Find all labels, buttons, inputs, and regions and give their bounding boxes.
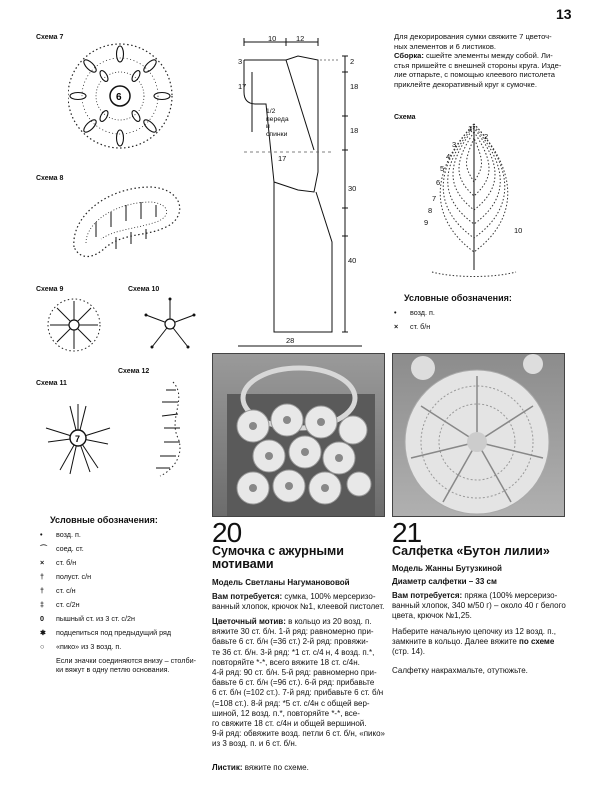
article-20-needs: Вам потребуется: сумка, 100% мерсеризо- ванный хлопок, крючок №1, клеевой пистолет. <box>212 592 385 612</box>
scheme-7-diagram <box>68 36 178 158</box>
pattern-label: 1/2 переда и спинки <box>266 108 289 138</box>
article-21-title: Салфетка «Бутон лилии» <box>392 544 550 558</box>
assembly-text: Для декорирования сумки свяжите 7 цветоч- ных элементов и 6 листиков. Сборка: сшейте элементы между собой. Ли- стья пришейте с внешней стороны круга. Изде- лие отпарьте, с помощью клеевого пистолета приклейте декоративный круг к сумочке. <box>394 32 562 89</box>
dim-3: 3 <box>238 57 243 66</box>
leaf-num: 4 <box>446 152 451 161</box>
bag-photo <box>212 353 385 517</box>
doily-photo <box>392 353 565 517</box>
scheme-9-diagram <box>44 295 104 355</box>
legend-left-note: Если значки соединяются внизу – столби- ки вяжут в одну петлю основания. <box>56 656 196 674</box>
scheme-11-label: Схема 11 <box>36 380 67 387</box>
scheme-11-diagram <box>40 398 116 478</box>
dim-18-a: 18 <box>350 82 359 91</box>
svg-text:6: 6 <box>116 92 122 103</box>
article-21-number: 21 <box>392 517 422 548</box>
scheme-10-label: Схема 10 <box>128 286 160 293</box>
scheme-10-diagram <box>140 295 200 353</box>
leaf-num: 7 <box>432 194 437 203</box>
legend-right-item: • возд. п. <box>394 308 435 317</box>
legend-right-item: × ст. б/н <box>394 322 431 331</box>
legend-left-item: ○ «пико» из 3 возд. п. <box>40 642 122 651</box>
dim-10: 10 <box>268 34 277 43</box>
scheme-12-diagram <box>148 378 190 480</box>
leaf-num: 2 <box>484 132 489 141</box>
leaf-num: 3 <box>452 140 457 149</box>
leaf-num: 5 <box>440 164 445 173</box>
legend-left-item: × ст. б/н <box>40 558 77 567</box>
article-21-instructions: Наберите начальную цепочку из 12 возд. п., замкните в кольцо. Далее вяжите по схеме (стр. 14). <box>392 627 557 657</box>
article-21-diameter: Диаметр салфетки – 33 см <box>392 577 497 586</box>
article-20-title: Сумочка с ажурными мотивами <box>212 544 344 571</box>
article-20-leaf: Листик: вяжите по схеме. <box>212 763 309 772</box>
leaf-num: 1 <box>468 124 473 133</box>
dim-18-b: 18 <box>350 126 359 135</box>
article-20-model: Модель Светланы Нагуманововой <box>212 578 350 587</box>
legend-left-item: 0 пышный ст. из 3 ст. с/2н <box>40 614 135 623</box>
leaf-scheme-label: Схема <box>394 114 416 121</box>
article-20-motif: Цветочный мотив: в кольцо из 20 возд. п. вяжите 30 ст. б/н. 1-й ряд: равномерно при- бавьте 6 ст. б/н (=36 ст.) 2-й ряд: провяжи- те 36 ст. б/н. 3-й ряд: *1 ст. с/4 н, 4 возд. п.*, повторяйте *-*, всего вяжите 18 ст. с/4н. 4-й ряд: 90 ст. б/н. 5-й ряд: равномерно при- бавьте 6 ст. б/н (=96 ст.). 6-й ряд: прибавьте 6 ст. б/н (=102 ст.). 7-й ряд: прибавьте 6 ст. б/н (=108 ст.). 8-й ряд: *5 ст. с/4н с общей вер- шиной, 12 возд. п.*, повторяйте *-*, все- го свяжите 18 ст. с/4н и общей вершиной. 9-й ряд: обвяжите возд. петли 6 ст. б/н, «пико» из 3 возд. п. и 6 ст. б/н. <box>212 617 385 749</box>
leaf-num: 10 <box>514 226 523 235</box>
dim-30: 30 <box>348 184 357 193</box>
page-number: 13 <box>556 6 572 22</box>
dim-17-left: 17 <box>238 82 247 91</box>
scheme-7-label: Схема 7 <box>36 34 64 41</box>
article-21-finish: Салфетку накрахмальте, отутюжьте. <box>392 666 528 675</box>
article-20-number: 20 <box>212 517 242 548</box>
dim-17-mid: 17 <box>278 154 287 163</box>
legend-left-item: ⌒ соед. ст. <box>40 544 84 553</box>
legend-left-item: † полуст. с/н <box>40 572 92 581</box>
legend-left-item: ‡ ст. с/2н <box>40 600 80 609</box>
legend-right-title: Условные обозначения: <box>404 293 512 303</box>
scheme-12-label: Схема 12 <box>118 368 150 375</box>
legend-left-title: Условные обозначения: <box>50 515 158 525</box>
dim-28: 28 <box>286 336 295 345</box>
legend-left-item: ✱ подцепиться под предыдущий ряд <box>40 628 172 637</box>
leaf-num: 6 <box>436 178 441 187</box>
scheme-8-diagram <box>66 177 191 269</box>
scheme-9-label: Схема 9 <box>36 286 64 293</box>
legend-left-item: • возд. п. <box>40 530 81 539</box>
dim-12: 12 <box>296 34 305 43</box>
leaf-scheme-diagram <box>424 122 524 278</box>
leaf-num: 8 <box>428 206 433 215</box>
article-21-model: Модель Жанны Бутузкиной <box>392 564 502 573</box>
svg-text:7: 7 <box>75 434 81 444</box>
leaf-num: 9 <box>424 218 429 227</box>
dim-40: 40 <box>348 256 357 265</box>
article-21-needs: Вам потребуется: пряжа (100% мерсеризо- ванный хлопок, 340 м/50 г) – около 40 г белого цвета, крючок №1,25. <box>392 591 566 621</box>
scheme-8-label: Схема 8 <box>36 175 64 182</box>
dim-2: 2 <box>350 57 355 66</box>
legend-left-item: † ст. с/н <box>40 586 76 595</box>
